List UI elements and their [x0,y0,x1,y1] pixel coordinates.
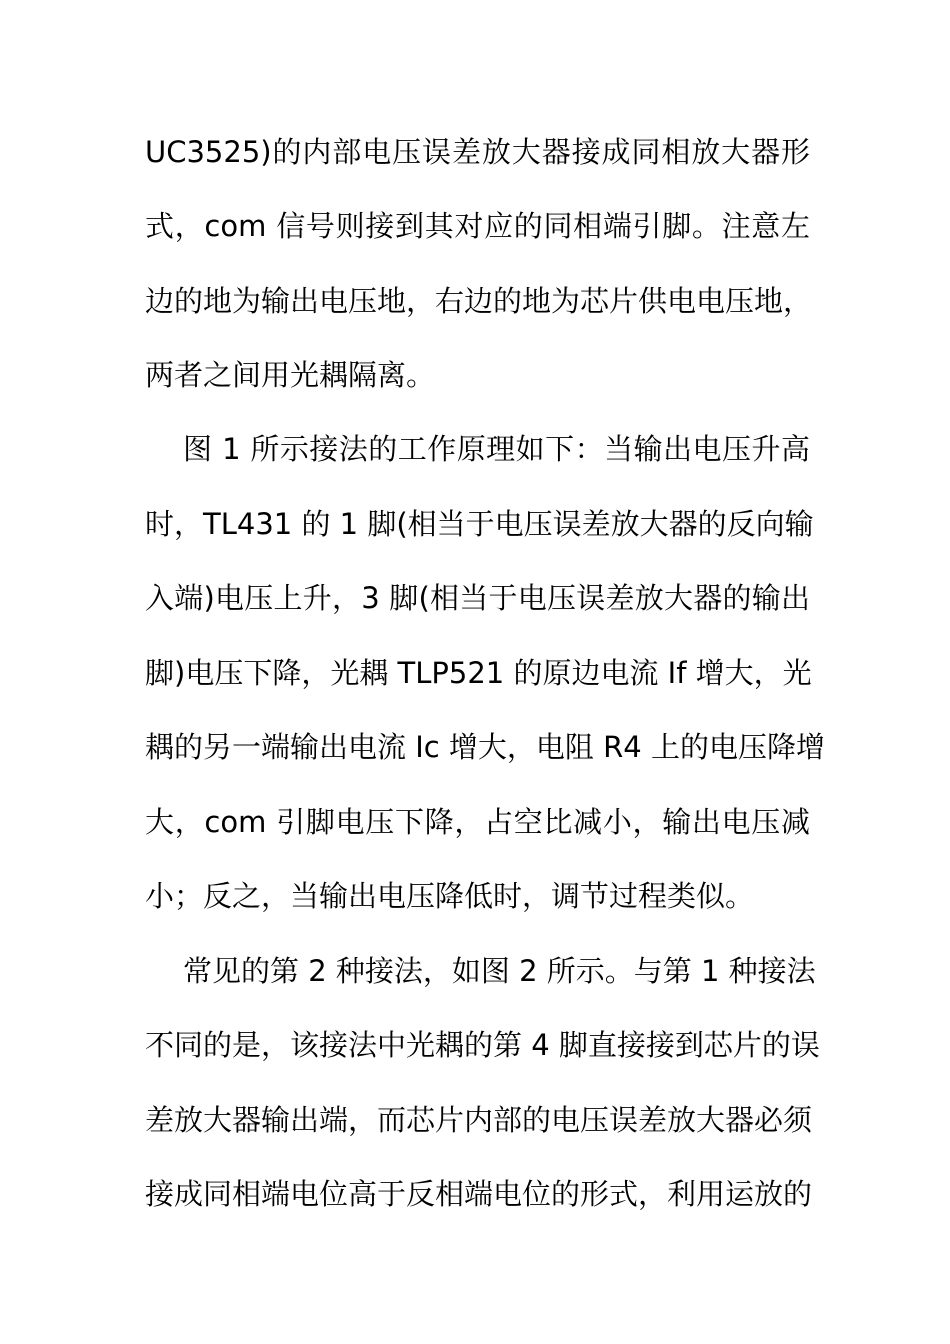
text-line: 大，com 引脚电压下降，占空比减小，输出电压减 [145,805,810,839]
text-line: 两者之间用光耦隔离。 [145,358,436,392]
text-line: 图 1 所示接法的工作原理如下：当输出电压升高 [183,432,810,466]
text-line: 常见的第 2 种接法，如图 2 所示。与第 1 种接法 [183,954,816,988]
text-line: 耦的另一端输出电流 Ic 增大，电阻 R4 上的电压降增 [145,730,825,764]
text-line: 边的地为输出电压地，右边的地为芯片供电电压地， [145,284,813,318]
text-line: UC3525)的内部电压误差放大器接成同相放大器形 [145,135,810,169]
text-line: 不同的是，该接法中光耦的第 4 脚直接接到芯片的误 [145,1028,820,1062]
text-line: 小；反之，当输出电压降低时，调节过程类似。 [145,879,755,913]
text-line: 式，com 信号则接到其对应的同相端引脚。注意左 [145,209,810,243]
text-line: 时，TL431 的 1 脚(相当于电压误差放大器的反向输 [145,507,814,541]
text-line: 差放大器输出端，而芯片内部的电压误差放大器必须 [145,1103,813,1137]
text-line: 脚)电压下降，光耦 TLP521 的原边电流 If 增大，光 [145,656,812,690]
text-line: 入端)电压上升，3 脚(相当于电压误差放大器的输出 [145,581,810,615]
text-line: 接成同相端电位高于反相端电位的形式，利用运放的 [145,1177,813,1211]
